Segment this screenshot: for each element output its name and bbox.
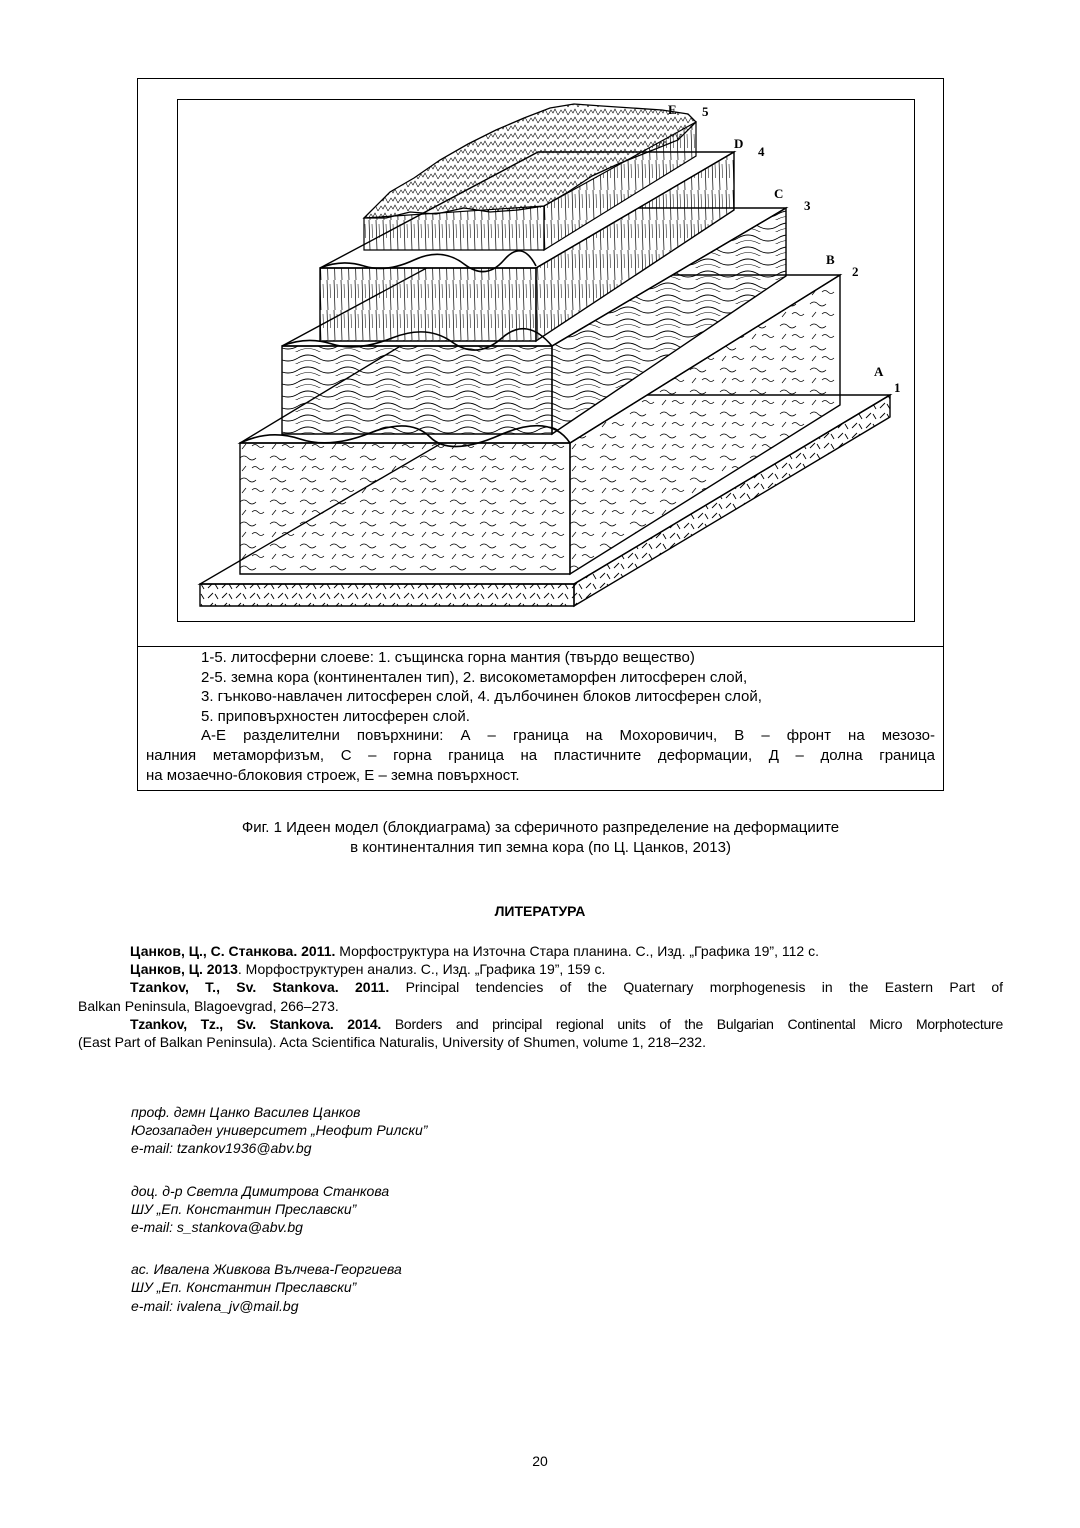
author-email: e-mail: ivalena_jv@mail.bg xyxy=(131,1297,299,1314)
label-D: D xyxy=(734,136,744,151)
reference-authors: Tzankov, Tz., Sv. Stankova. 2014. xyxy=(130,1015,382,1032)
reference-text: Principal tendencies of the Quaternary morphogenesis in the Eastern Part of xyxy=(389,979,1004,996)
label-A: A xyxy=(874,364,884,379)
author-email: e-mail: tzankov1936@abv.bg xyxy=(131,1140,312,1157)
author-affiliation: ШУ „Еп. Константин Преславски” xyxy=(131,1200,357,1217)
block-diagram xyxy=(177,99,915,622)
label-3: 3 xyxy=(804,198,811,213)
figure-separator xyxy=(137,646,944,647)
author-block xyxy=(131,1103,731,1339)
reference-text: Borders and principal regional units of the Bulgarian Continental Micro Morphotecture xyxy=(381,1015,1004,1032)
caption-line: в континенталния тип земна кора (по Ц. Цанков, 2013) xyxy=(350,838,731,856)
legend-line: 1-5. литосферни слоеве: 1. същинска горна мантия (твърдо вещество) xyxy=(201,649,695,666)
author-name: проф. дгмн Цанко Василев Цанков xyxy=(131,1104,361,1120)
legend-line: на мозаечно-блоковия строеж, Е – земна повърхност. xyxy=(146,766,520,784)
reference-item xyxy=(78,960,1003,978)
references-heading: ЛИТЕРАТУРА xyxy=(494,903,586,919)
legend-line: 2-5. земна кора (континентален тип), 2. високометаморфен литосферен слой, xyxy=(201,668,748,686)
label-4: 4 xyxy=(758,144,765,159)
figure-legend xyxy=(146,648,935,785)
author-entry xyxy=(131,1260,731,1315)
reference-authors: Цанков, Ц. 2013 xyxy=(130,961,238,978)
reference-text: . Морфоструктурен анализ. С., Изд. „Графика 19”, 159 с. xyxy=(237,961,606,978)
legend-line: А-Е разделителни повърхнини: А – граница на Мохоровичич, В – фронт на мезозо- xyxy=(201,727,935,745)
references-list xyxy=(78,942,1003,1051)
layer-3-front xyxy=(282,346,552,434)
block-diagram-drawing xyxy=(178,100,916,623)
reference-text: (East Part of Balkan Peninsula). Acta Scientifica Naturalis, University of Shumen, volume 1, 218–232. xyxy=(78,1034,706,1051)
label-2: 2 xyxy=(852,264,859,279)
author-name: доц. д-р Светла Димитрова Станкова xyxy=(131,1182,390,1199)
label-1: 1 xyxy=(894,380,901,395)
reference-authors: Tzankov, T., Sv. Stankova. 2011. xyxy=(130,979,390,996)
legend-line: налния метаморфизъм, С – горна граница на пластичните деформации, Д – долна граница xyxy=(146,746,935,764)
author-entry xyxy=(131,1103,731,1158)
reference-item xyxy=(78,1015,1003,1051)
reference-item xyxy=(78,978,1003,1014)
label-5: 5 xyxy=(702,104,709,119)
caption-line: Фиг. 1 Идеен модел (блокдиаграма) за сферичното разпределение на деформациите xyxy=(241,819,840,836)
label-B: B xyxy=(826,252,835,267)
reference-authors: Цанков, Ц., С. Станкова. 2011. xyxy=(130,943,336,959)
layer-4-front xyxy=(320,268,536,341)
legend-line: 3. гънково-навлачен литосферен слой, 4. дълбочинен блоков литосферен слой, xyxy=(201,688,762,706)
author-name: ас. Ивалена Живкова Вълчева-Георгиева xyxy=(131,1261,402,1278)
layer-2-front xyxy=(240,443,570,574)
legend-line: 5. приповърхностен литосферен слой. xyxy=(201,707,470,725)
reference-item xyxy=(78,942,1003,960)
layer-1-front xyxy=(200,584,574,606)
reference-text: Морфоструктура на Източна Стара планина. С., Изд. „Графика 19”, 112 с. xyxy=(335,943,819,959)
author-affiliation: ШУ „Еп. Константин Преславски” xyxy=(131,1279,357,1296)
page-number: 20 xyxy=(532,1453,548,1469)
figure-caption xyxy=(137,818,944,857)
author-email: e-mail: s_stankova@abv.bg xyxy=(131,1219,303,1236)
author-affiliation: Югозападен университет „Неофит Рилски” xyxy=(131,1122,428,1139)
reference-text: Balkan Peninsula, Blagoevgrad, 266–273. xyxy=(78,997,339,1014)
label-E: E xyxy=(668,102,677,117)
author-entry xyxy=(131,1182,731,1237)
label-C: C xyxy=(774,186,784,201)
